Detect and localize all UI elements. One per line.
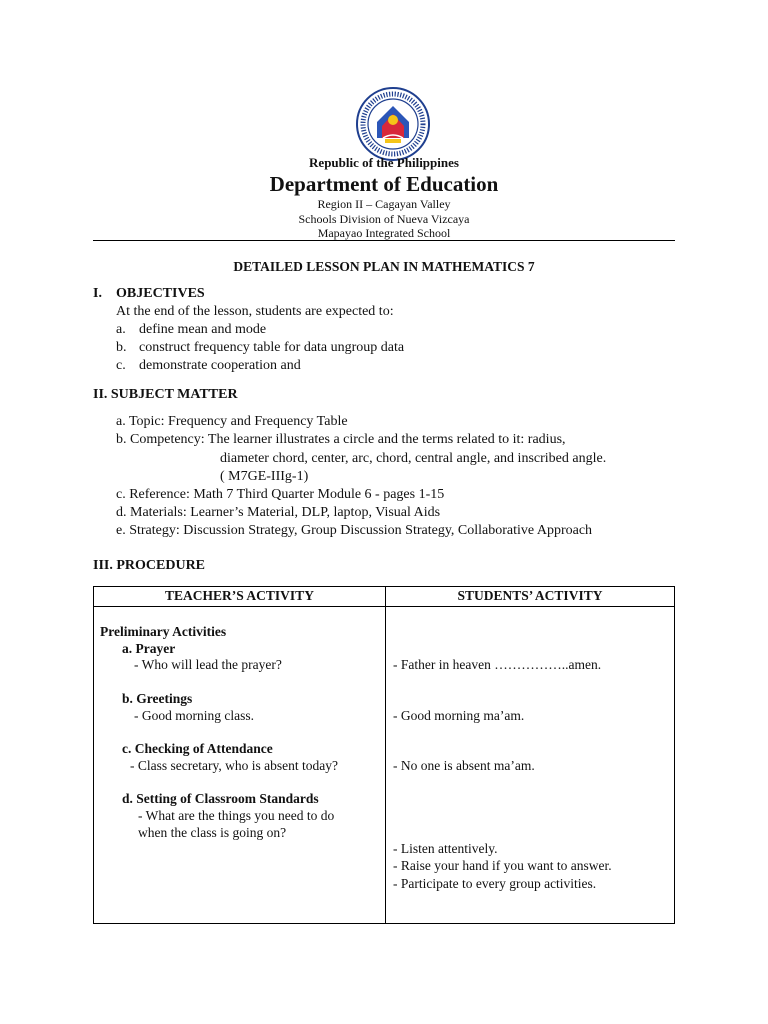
objective-letter: b. [116, 340, 127, 355]
objective-item [0, 322, 768, 340]
teacher-standards-line-1: - What are the things you need to do [138, 808, 335, 823]
materials-line: d. Materials: Learner’s Material, DLP, laptop, Visual Aids [116, 505, 441, 520]
procedure-table [93, 586, 675, 924]
greetings-heading: b. Greetings [122, 691, 193, 706]
region-line: Region II – Cagayan Valley [317, 197, 451, 211]
student-standards-line-3: - Participate to every group activities. [393, 876, 597, 891]
header-divider [93, 240, 675, 241]
student-prayer: - Father in heaven ……………..amen. [393, 657, 602, 672]
preliminary-activities-heading: Preliminary Activities [100, 624, 227, 639]
objective-text: construct frequency table for data ungroup data [139, 340, 405, 355]
objective-item [0, 340, 768, 358]
teacher-prayer: - Who will lead the prayer? [134, 657, 282, 672]
deped-seal-logo [355, 86, 431, 162]
competency-line-2: diameter chord, center, arc, chord, central angle, and inscribed angle. [220, 451, 607, 466]
topic-line: a. Topic: Frequency and Frequency Table [116, 414, 348, 429]
competency-code: ( M7GE-IIIg-1) [220, 469, 309, 484]
objectives-intro: At the end of the lesson, students are expected to: [116, 304, 394, 319]
subject-matter-heading: II. SUBJECT MATTER [93, 387, 238, 402]
objective-letter: c. [116, 358, 126, 373]
student-greeting: - Good morning ma’am. [393, 708, 525, 723]
student-standards-line-2: - Raise your hand if you want to answer. [393, 858, 612, 873]
strategy-line: e. Strategy: Discussion Strategy, Group Discussion Strategy, Collaborative Approach [116, 523, 593, 538]
objective-text: demonstrate cooperation and [139, 358, 301, 373]
teacher-greeting: - Good morning class. [134, 708, 254, 723]
reference-line: c. Reference: Math 7 Third Quarter Module 6 - pages 1-15 [116, 487, 445, 502]
header-row-divider [94, 606, 674, 607]
department-title: Department of Education [269, 172, 499, 196]
column-divider [385, 587, 386, 923]
objective-item [0, 358, 768, 376]
prayer-heading: a. Prayer [122, 641, 176, 656]
objective-text: define mean and mode [139, 322, 267, 337]
objectives-heading-number: I. [93, 286, 102, 301]
teacher-activity-header: TEACHER’S ACTIVITY [165, 588, 314, 603]
objective-letter: a. [116, 322, 126, 337]
republic-line: Republic of the Philippines [309, 155, 459, 170]
student-standards-line-1: - Listen attentively. [393, 841, 498, 856]
classroom-standards-heading: d. Setting of Classroom Standards [122, 791, 319, 806]
teacher-attendance: - Class secretary, who is absent today? [130, 758, 338, 773]
teacher-standards-line-2: when the class is going on? [138, 825, 287, 840]
attendance-heading: c. Checking of Attendance [122, 741, 273, 756]
division-line: Schools Division of Nueva Vizcaya [298, 212, 470, 226]
lesson-plan-title: DETAILED LESSON PLAN IN MATHEMATICS 7 [233, 259, 535, 274]
objectives-heading: OBJECTIVES [116, 286, 205, 301]
student-attendance: - No one is absent ma’am. [393, 758, 535, 773]
procedure-heading: III. PROCEDURE [93, 558, 206, 573]
students-activity-header: STUDENTS’ ACTIVITY [457, 588, 603, 603]
school-line: Mapayao Integrated School [317, 226, 451, 240]
competency-line: b. Competency: The learner illustrates a circle and the terms related to it: radius, [116, 432, 566, 447]
